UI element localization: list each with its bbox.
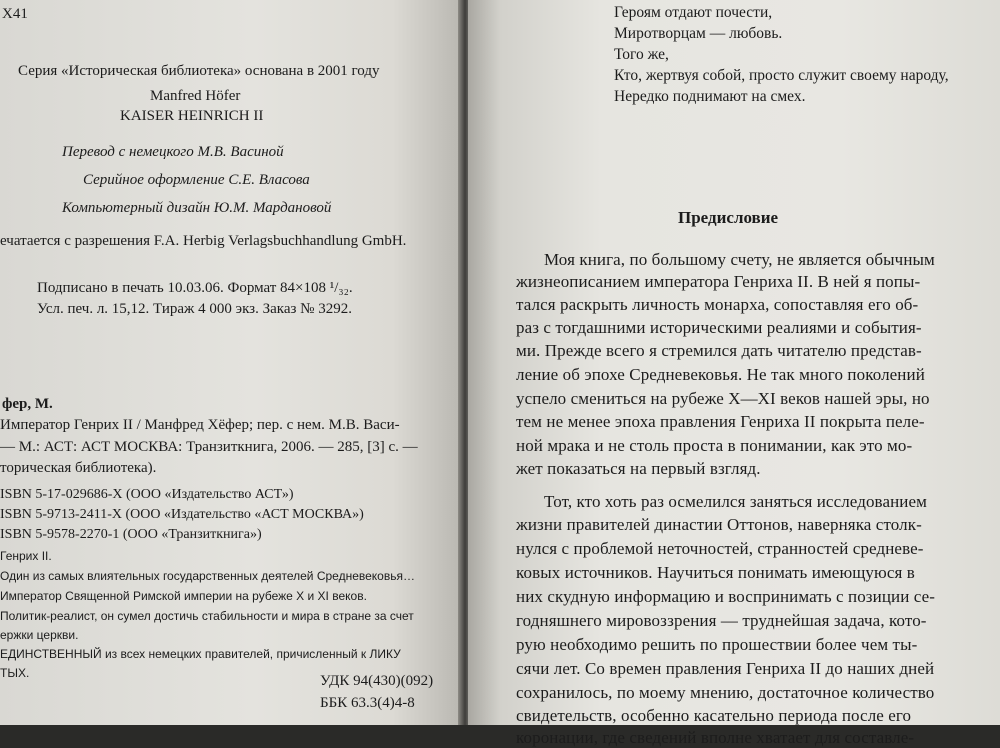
bib-line: — М.: АСТ: АСТ МОСКВА: Транзиткнига, 2006. — 285, [3] с. — — [0, 439, 418, 455]
annotation-line: ТЫХ. — [0, 666, 30, 680]
paragraph-line: жет показаться на первый взгляд. — [516, 459, 761, 478]
original-title: KAISER HEINRICH II — [120, 108, 264, 124]
isbn-line: ISBN 5-9713-2411-X (ООО «Издательство «АСТ МОСКВА») — [0, 507, 364, 522]
annotation-line: Политик-реалист, он сумел достичь стабильности и мира в стране за счет — [0, 609, 414, 623]
original-author: Manfred Höfer — [150, 88, 241, 104]
epigraph-line: Героям отдают почести, — [614, 4, 773, 21]
annotation-line: ЕДИНСТВЕННЫЙ из всех немецких правителей, причисленный к ЛИКУ — [0, 647, 401, 661]
paragraph-line: тем не менее эпоха правления Генриха II покрыта пеле- — [516, 412, 925, 431]
paragraph-line: тался раскрыть личность монарха, сопоставляя его об- — [516, 295, 919, 314]
epigraph-line: Того же, — [614, 46, 669, 63]
paragraph-line: сячи лет. Со времен правления Генриха II до наших дней — [516, 659, 935, 678]
print-info-line: Подписано в печать 10.03.06. Формат 84×108 ¹/₃₂. — [37, 280, 353, 296]
annotation-line: Один из самых влиятельных государственных деятелей Средневековья… — [0, 569, 415, 583]
bib-line: торическая библиотека). — [0, 460, 157, 476]
paragraph-line: ми. Прежде всего я стремился дать читателю представ- — [516, 341, 922, 360]
udk-code: УДК 94(430)(092) — [320, 673, 434, 689]
annotation-line: Генрих II. — [0, 549, 52, 563]
left-page — [0, 0, 462, 725]
design-credit: Серийное оформление С.Е. Власова — [83, 172, 310, 188]
series-note: Серия «Историческая библиотека» основана в 2001 году — [18, 63, 380, 79]
right-page — [468, 0, 1000, 747]
paragraph-line: ной мрака и не столь проста в понимании, как это мо- — [516, 436, 913, 455]
permission-note: ечатается с разрешения F.A. Herbig Verlagsbuchhandlung GmbH. — [0, 233, 407, 249]
paragraph-line: Тот, кто хоть раз осмелился заняться исследованием — [544, 492, 928, 511]
paragraph-line: рую необходимо решить по прошествии более чем ты- — [516, 635, 918, 654]
epigraph-line: Миротворцам — любовь. — [614, 25, 783, 42]
computer-design-credit: Компьютерный дизайн Ю.М. Мардановой — [62, 200, 332, 216]
paragraph-line: нулся с проблемой неточностей, странностей средневе- — [516, 539, 924, 558]
paragraph-line: коронации, где сведений вполне хватает для составле- — [516, 728, 915, 747]
epigraph-line: Нередко поднимают на смех. — [614, 88, 806, 105]
bib-line: Император Генрих II / Манфред Хёфер; пер. с нем. М.В. Васи- — [0, 417, 400, 433]
page-number: Х41 — [2, 6, 28, 22]
paragraph-line: жизнеописанием императора Генриха II. В ней я попы- — [516, 272, 921, 291]
translator-credit: Перевод с немецкого М.В. Васиной — [62, 144, 284, 160]
annotation-line: Император Священной Римской империи на рубеже X и XI веков. — [0, 589, 367, 603]
paragraph-line: них скудную информацию и воспринимать с позиции се- — [516, 587, 936, 606]
isbn-line: ISBN 5-9578-2270-1 (ООО «Транзиткнига») — [0, 527, 262, 542]
bbk-code: ББК 63.3(4)4-8 — [320, 695, 415, 711]
paragraph-line: свидетельств, особенно касательно периода после его — [516, 706, 912, 725]
paragraph-line: годняшнего мировоззрения — труднейшая задача, кото- — [516, 611, 927, 630]
paragraph-line: успело смениться на рубеже X—XI веков нашей эры, но — [516, 389, 930, 408]
print-info-line: Усл. печ. л. 15,12. Тираж 4 000 экз. Заказ № 3292. — [37, 301, 352, 317]
paragraph-line: ление об эпохе Средневековья. Не так много поколений — [516, 365, 925, 384]
section-heading: Предисловие — [678, 208, 779, 227]
epigraph-line: Кто, жертвуя собой, просто служит своему народу, — [614, 67, 949, 84]
paragraph-line: раз с тогдашними историческими реалиями и события- — [516, 318, 922, 337]
bib-author: фер, М. — [2, 396, 53, 412]
paragraph-line: ковых источников. Научиться понимать имеющуюся в — [516, 563, 915, 582]
paragraph-line: жизни правителей династии Оттонов, наверняка столк- — [516, 515, 922, 534]
annotation-line: ержки церкви. — [0, 628, 79, 642]
paragraph-line: сохранилось, по моему мнению, достаточное количество — [516, 683, 935, 702]
isbn-line: ISBN 5-17-029686-X (ООО «Издательство АСТ») — [0, 487, 294, 502]
paragraph-line: Моя книга, по большому счету, не является обычным — [544, 250, 935, 269]
